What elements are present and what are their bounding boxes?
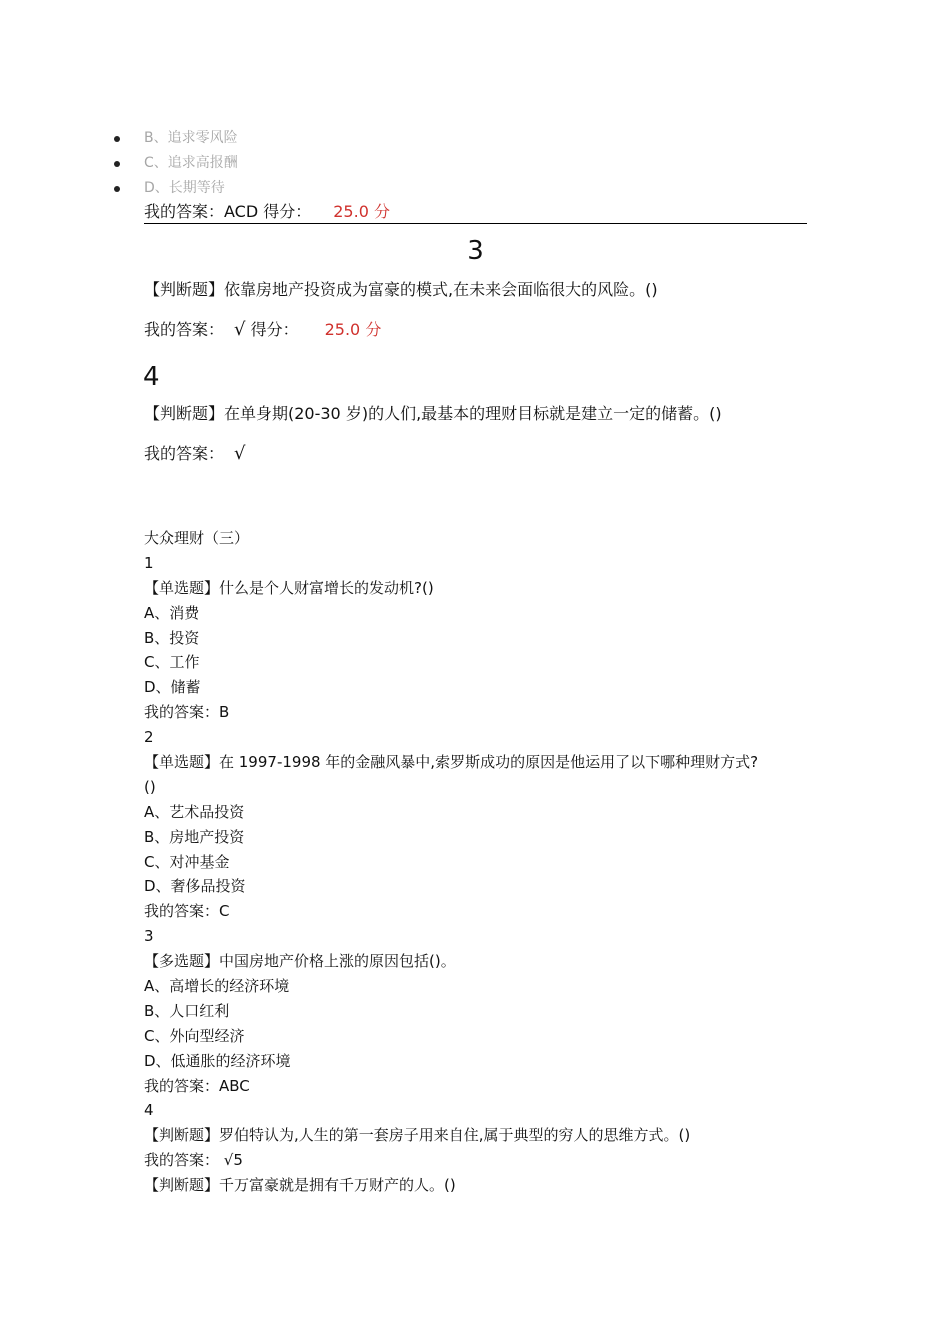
- option-text: 、追求零风险: [153, 130, 238, 146]
- answer-label: 我的答案：ACD 得分：: [144, 202, 312, 221]
- q2-answer-line: [144, 200, 390, 224]
- section-title: 大众理财（三）: [144, 529, 250, 547]
- score-value: 25.0 分: [333, 202, 390, 221]
- section-dazhong-licai-3: [144, 526, 758, 1198]
- option-text: 、追求高报酬: [153, 155, 238, 171]
- doc-line: B、房地产投资: [144, 827, 245, 846]
- score-value: 25.0 分: [324, 320, 382, 339]
- option-c: [114, 151, 238, 176]
- doc-line: A、消费: [144, 603, 200, 622]
- doc-line: 4: [144, 1101, 154, 1120]
- q4-answer-line: [144, 442, 246, 466]
- doc-line: 我的答案：C: [144, 902, 230, 921]
- doc-line: A、高增长的经济环境: [144, 977, 290, 996]
- question-4-text: 【判断题】在单身期(20-30 岁)的人们,最基本的理财目标就是建立一定的储蓄。(): [144, 404, 722, 423]
- bullet-icon: [114, 186, 120, 192]
- doc-line: 我的答案：B: [144, 703, 230, 722]
- doc-line: D、奢侈品投资: [144, 877, 246, 896]
- bullet-icon: [114, 161, 120, 167]
- doc-line: 1: [144, 553, 154, 572]
- bullet-icon: [114, 136, 120, 142]
- option-b: [114, 126, 238, 151]
- doc-line: B、投资: [144, 628, 200, 647]
- check-mark-icon: √: [234, 443, 246, 464]
- question-number-4: 4: [143, 362, 160, 392]
- doc-line: A、艺术品投资: [144, 802, 245, 821]
- previous-question-options: [114, 126, 238, 201]
- option-letter: B: [144, 130, 154, 146]
- doc-line: 【单选题】在 1997-1998 年的金融风暴中,索罗斯成功的原因是他运用了以下哪种理财方式?: [144, 753, 759, 772]
- score-label: 得分：: [250, 320, 299, 339]
- doc-line: 我的答案：ABC: [144, 1076, 250, 1095]
- question-number-3: 3: [467, 236, 484, 266]
- doc-line: C、对冲基金: [144, 852, 230, 871]
- option-letter: C: [144, 155, 154, 171]
- option-d: [114, 176, 238, 201]
- doc-line: 【多选题】中国房地产价格上涨的原因包括()。: [144, 952, 456, 971]
- q3-answer-line: [144, 318, 381, 342]
- answer-label: 我的答案：: [144, 444, 225, 463]
- divider: [144, 223, 807, 224]
- doc-line: 我的答案： √5: [144, 1151, 243, 1170]
- answer-label: 我的答案：: [144, 320, 225, 339]
- doc-line: 2: [144, 728, 154, 747]
- doc-line: C、工作: [144, 653, 200, 672]
- doc-line: D、储蓄: [144, 678, 201, 697]
- check-mark-icon: √: [234, 319, 246, 340]
- doc-line: 3: [144, 927, 154, 946]
- option-text: 、长期等待: [154, 180, 225, 196]
- option-letter: D: [144, 180, 155, 196]
- doc-line: 【判断题】罗伯特认为,人生的第一套房子用来自住,属于典型的穷人的思维方式。(): [144, 1126, 691, 1145]
- doc-line: 【单选题】什么是个人财富增长的发动机?(): [144, 578, 434, 597]
- doc-line: (): [144, 777, 156, 796]
- doc-line: D、低通胀的经济环境: [144, 1051, 291, 1070]
- doc-line: 【判断题】千万富豪就是拥有千万财产的人。(): [144, 1176, 456, 1195]
- question-3-text: 【判断题】依靠房地产投资成为富豪的模式,在未来会面临很大的风险。(): [144, 280, 658, 299]
- doc-line: C、外向型经济: [144, 1026, 245, 1045]
- doc-line: B、人口红利: [144, 1001, 230, 1020]
